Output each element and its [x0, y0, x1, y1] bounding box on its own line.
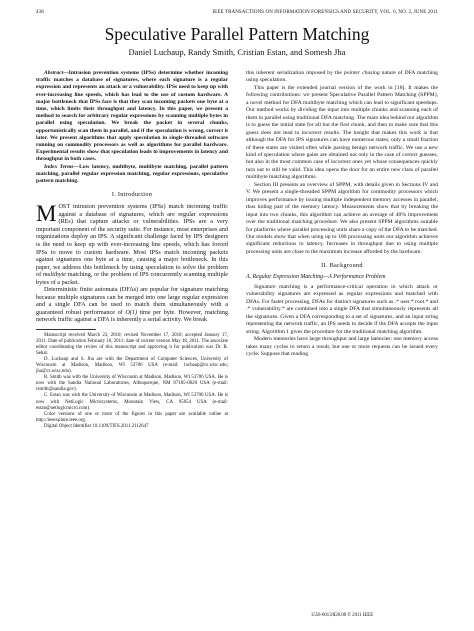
intro-text-2b: time per byte. However, matching network traffic against a DFA is inherently a serial activity. We break	[36, 308, 228, 324]
section-heading-introduction: I. Introduction	[111, 191, 153, 199]
background-paragraph-1: Signature matching is a performance-critical operation in which attack or vulnerability signatures are expressed as regular expressions and matched with DFAs. For faster processing, DFAs for distinct signatures such as .* user.* root.* and .* vulnerability.* are combined into a single DFA that simultaneously represents all the signatures. Given a DFA corresponding to a set of signatures, and an input string representing the network traffic, an IPS needs to decide if the DFA accepts the input string. Algorithm 1 gives the procedure for the traditional matching algorithm.	[246, 283, 438, 335]
journal-name: IEEE TRANSACTIONS ON INFORMATION FORENSICS AND SECURITY, VOL. 6, NO. 2, JUNE 2011	[212, 10, 438, 15]
intro-text-1-end: matching, or the problem of IPS concurrently scanning multiple bytes of a packet.	[36, 271, 229, 286]
abstract-label: Abstract	[44, 70, 64, 76]
intro-text-2a: Deterministic finite automata (DFAs) are popular for signature matching because multiple signatures can be merged into one large regular expression and a single DFA can be used to match them simultaneously with a guaranteed robust performance of	[36, 286, 228, 316]
abstract	[36, 70, 228, 164]
intro-text-1: OST intrusion prevention systems (IPSs) match incoming traffic against a database of signatures, which are regular expressions (REs) that capture attacks or vulnerabilities. IPSs are a very important component of the security suite. For instance, most enterprises and organizations deploy an IPS. A significant challenge faced by IPS designers is the need to keep up with ever-increasing line speeds, which has forced IPSs to move to custom hardware. Most IPSs match incoming packets against signatures one byte at a time, causing a major bottleneck. In this paper, we address this bottleneck by using speculation to solve the problem of	[36, 203, 228, 279]
index-terms	[36, 164, 228, 186]
author-list: Daniel Luchaup, Randy Smith, Cristian Estan, and Somesh Jha	[128, 47, 346, 57]
intro-paragraph-2	[36, 286, 228, 324]
copyright-line: 1556-6013/$26.00 © 2011 IEEE	[310, 613, 374, 618]
right-intro-paragraph-2: This paper is the extended journal version of the work in [18]. It makes the following contributions: we present Speculative Parallel Pattern Matching (SPPM), a novel method for DFA multibyte matching which can lead to significant speedups. Our method works by dividing the input into multiple chunks and scanning each of them in parallel using traditional DFA matching. The main idea behind our algorithm is to guess the initial state for all but the first chunk, and then to make sure that this guess does not lead to incorrect results. The insight that makes this work is that although the DFA for IPS signatures can have numerous states, only a small fraction of these states are visited often while parsing benign network traffic. We use a new kind of speculation where gains are obtained not only in the case of correct guesses, but also in the most common case of incorrect ones yet whose consequences quickly turn out to still be valid. This idea opens the door for an entire new class of parallel multibyte matching algorithms.	[246, 84, 439, 181]
index-terms-text: —Low latency, multibyte, multibyte matching, parallel pattern matching, parallel regular expression matching, regular expressions, speculative pattern matching.	[36, 163, 228, 185]
index-terms-label: Index Terms	[44, 163, 74, 170]
footnote-manuscript: Manuscript received March 23, 2010; revised November 17, 2010; accepted January 17, 2011. Date of publication February 10, 2011; date of current version May 18, 2011. The associate editor coordinating the review of this manuscript and approving it for publication was Dr. R. Sekar.	[36, 333, 228, 357]
left-column	[36, 70, 228, 430]
footnote-affiliation-1: D. Luchaup and S. Jha are with the Department of Computer Sciences, University of Wisconsin at Madison, Madison, WI 53706 USA (e-mail: luchaup@cs.wisc.edu; jha@cs.wisc.edu).	[36, 357, 228, 375]
page-number: 438	[36, 10, 44, 15]
right-column	[246, 70, 438, 358]
right-intro-paragraph-3: Section III presents an overview of SPPM, with details given in Sections IV and V. We present a single-threaded SPPM algorithm for commodity processors which improves performance by issuing multiple independent memory accesses in parallel, thus hiding part of the memory latency. Measurements show that by breaking the input into two chunks, this algorithm can achieve an average of 40% improvement over the traditional matching procedure. We also present SPPM algorithms suitable for platforms where parallel processing units share a copy of the DFA to be matched. Our models show that when using up to 100 processing units our algorithm achieves significant reductions in latency. Increases in throughput due to using multiple processing units are close to the maximum increase afforded by the hardware.	[246, 181, 438, 255]
drop-cap: M	[36, 201, 57, 227]
introduction-paragraph	[36, 203, 228, 286]
intro-emphasis: multibyte	[42, 271, 66, 279]
abstract-text: —Intrusion prevention systems (IPSs) determine whether incoming traffic matches a database of signatures, where each signature is a regular expression and represents an attack or a vulnerability. IPSs need to keep up with ever-increasing line speeds, which has lead to the use of custom hardware. A major bottleneck that IPSs face is that they scan incoming packets one byte at a time, which limits their throughput and latency. In this paper, we present a method to search for arbitrary regular expressions by scanning multiple bytes in parallel using speculation. We break the packet in several chunks, opportunistically scan them in parallel, and if the speculation is wrong, correct it later. We present algorithms that apply speculation in single-threaded software running on commodity processors as well as algorithms for parallel hardware. Experimental results show that speculation leads to improvements in latency and throughput in both cases.	[36, 70, 228, 163]
footnote-color: Color versions of one or more of the figures in this paper are available online at http://ieeexplore.ieee.org.	[36, 411, 228, 423]
footnote-doi: Digital Object Identifier 10.1109/TIFS.2011.2112647	[44, 423, 149, 429]
footnote-affiliation-2: R. Smith was with the University of Wisconsin at Madison, Madison, WI 53706 USA. He is now with the Sandia National Laboratories, Albuquerque, NM 87185-0620 USA (e-mail: rsmith@sandia.gov).	[36, 375, 228, 393]
section-heading-background: II. Background	[321, 262, 363, 270]
background-paragraph-2: Modern memories have large throughput and large latencies: one memory access takes many cycles to return a result, but one or more requests can be issued every cycle. Suppose that reading	[246, 336, 438, 357]
intro-math: O(1)	[125, 308, 138, 316]
right-intro-text-1b: nature of DFA matching using speculation.	[246, 70, 438, 84]
right-intro-text-1a: this inherent serialization imposed by the	[246, 70, 344, 76]
footnote-affiliation-3: C. Estan was with the University of Wisconsin at Madison, Madison, WI 53706 USA. He is now with NetLogic Microsystems, Mountain View, CA 95054 USA (e-mail: estan@netlogicmicro.com).	[36, 393, 228, 411]
right-intro-paragraph-1	[246, 70, 438, 85]
footnote-rule	[36, 329, 96, 330]
subsection-heading: A. Regular Expression Matching—A Performance Problem	[246, 274, 386, 281]
paper-title: Speculative Parallel Pattern Matching	[104, 24, 370, 44]
running-header	[36, 10, 438, 20]
right-intro-emphasis: pointer chasing	[343, 70, 380, 76]
